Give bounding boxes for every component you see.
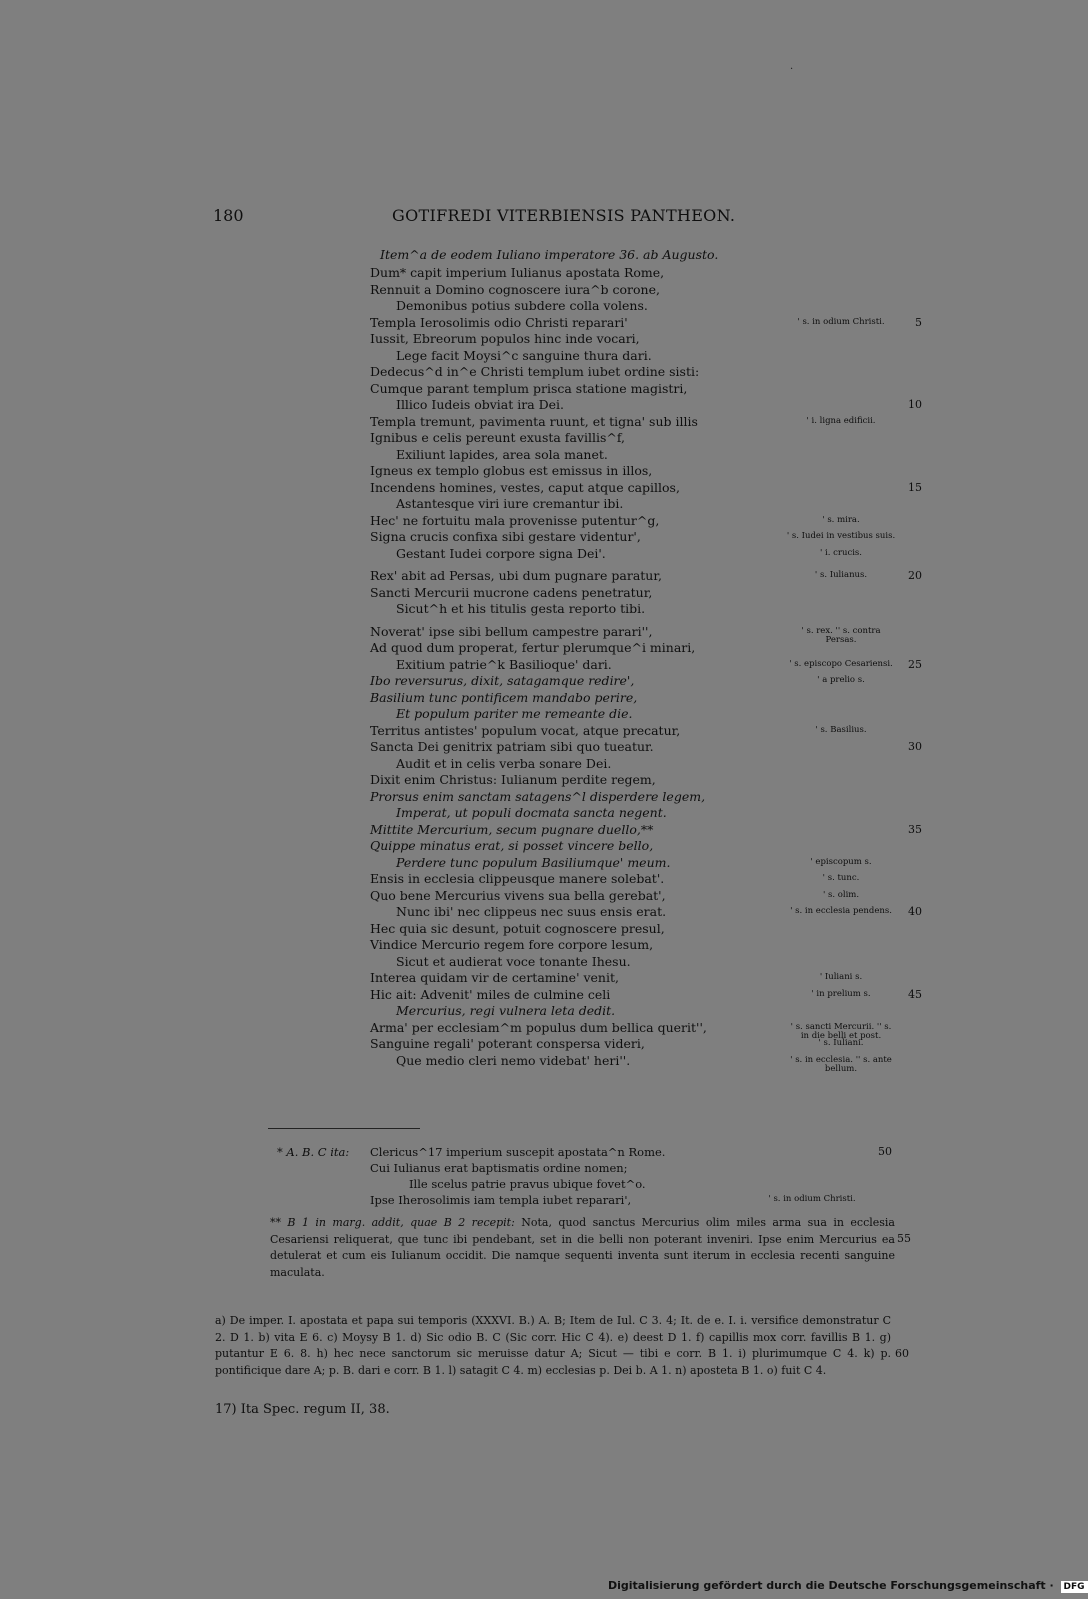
verse-text: Illico Iudeis obviat ira Dei. <box>396 397 565 412</box>
verse-text: Que medio cleri nemo videbat' heri''. <box>396 1052 631 1068</box>
verse-line <box>370 331 870 348</box>
verse-text: Lege facit Moysi^c sanguine thura dari. <box>396 347 652 363</box>
verse-text: Interea quidam vir de certamine' venit, <box>370 970 619 985</box>
verse-text: Ignibus e celis pereunt exusta favillis^f, <box>370 430 625 445</box>
verse-text: Astantesque viri iure cremantur ibi. <box>396 496 624 511</box>
poem <box>370 245 922 1074</box>
page-mark: · <box>790 64 794 75</box>
verse-text: Dixit enim Christus: Iulianum perdite regem, <box>370 772 656 787</box>
verse-line <box>370 756 870 773</box>
line-number: 25 <box>908 657 922 671</box>
interlinear-gloss: ' episcopum s. <box>810 856 872 867</box>
interlinear-gloss: ' s. sancti Mercurii. '' s. in die belli et post. <box>790 1021 892 1041</box>
verse-line <box>370 546 870 563</box>
interlinear-gloss: ' s. in odium Christi. <box>797 316 885 327</box>
verse-line <box>370 805 870 822</box>
verse-line <box>370 430 870 447</box>
verse-line <box>370 986 922 1004</box>
footnote-17: 17) Ita Spec. regum II, 38. <box>215 1402 390 1417</box>
verse-line <box>370 772 870 789</box>
verse-text: Hec quia sic desunt, potuit cognoscere presul, <box>370 920 665 936</box>
verse-text: Quo bene Mercurius vivens sua bella gerebat', <box>370 887 666 903</box>
line-number: 40 <box>908 905 922 918</box>
apparatus-text: a) De imper. I. apostata et papa sui temporis (XXXVI. B.) A. B; Item de Iul. C 3. 4; It. de e. I. i. versifice demonstratur C 2. D 1. b) vita E 6. c) Moysy B 1. d) Sic odio B. C (Sic corr. Hic C 4). e) deest D 1. f) capillis mox corr. favillis B 1. g) putantur E 6. 8. h) hec nece sanctorum sic meruisse datur A; Sicut — tibi e corr. B 1. i) plurimumque C 4. k) p. pontificique dare A; p. B. dari e corr. B 1. l) satagit C 4. m) ecclesias p. Dei b. A 1. n) aposteta B 1. o) fuit C 4. <box>215 1314 891 1377</box>
verse-line <box>370 937 870 954</box>
verse-text: Sancta Dei genitrix patriam sibi quo tueatur. <box>370 739 654 754</box>
verse-text: Exitium patrie^k Basilioque' dari. <box>396 656 612 672</box>
interlinear-gloss: ' i. ligna edificii. <box>806 415 876 426</box>
verse-text: Sicut et audierat voce tonante Ihesu. <box>396 953 631 969</box>
verse-line <box>370 640 870 657</box>
verse-text: Iussit, Ebreorum populos hinc inde vocari, <box>370 331 640 346</box>
variant-line <box>277 1160 917 1176</box>
line-number: 10 <box>908 398 922 411</box>
verse-line <box>370 513 870 530</box>
verse-text: Dum* capit imperium Iulianus apostata Rome, <box>370 265 665 280</box>
interlinear-gloss: ' Iuliani s. <box>819 972 863 982</box>
variant-reading <box>277 1144 917 1208</box>
verse-line <box>370 314 922 332</box>
dfg-logo: DFG <box>1061 1581 1088 1593</box>
interlinear-gloss: ' i. crucis. <box>819 547 862 558</box>
interlinear-gloss: ' s. Iuliani. <box>818 1038 864 1048</box>
line-number: 35 <box>908 822 922 836</box>
verse-text: Prorsus enim sanctam satagens^l disperdere legem, <box>370 788 706 804</box>
verse-line <box>370 673 870 690</box>
interlinear-gloss: ' s. Iulianus. <box>814 570 868 580</box>
variant-text: Ipse Iherosolimis iam templa iubet reparari', <box>370 1193 632 1207</box>
verse-line <box>370 690 870 707</box>
running-title: GOTIFREDI VITERBIENSIS PANTHEON. <box>392 206 736 225</box>
verse-line <box>370 739 922 756</box>
line-number: 30 <box>908 740 922 753</box>
verse-line <box>370 1019 892 1041</box>
verse-line <box>370 623 881 645</box>
interlinear-gloss: ' s. rex. '' s. contra Persas. <box>801 625 881 645</box>
verse-text: Templa tremunt, pavimenta ruunt, et tigna' sub illis <box>370 413 698 429</box>
verse-text: Imperat, ut populi docmata sancta negent. <box>396 805 667 820</box>
verse-text: Sanguine regali' poterant conspersa videri, <box>370 1036 645 1051</box>
footnote-rule <box>268 1128 420 1129</box>
verse-text: Audit et in celis verba sonare Dei. <box>396 755 612 771</box>
verse-text: Et populum pariter me remeante die. <box>396 706 633 721</box>
verse-text: Rex' abit ad Persas, ubi dum pugnare paratur, <box>370 568 662 583</box>
dfg-footer <box>608 1579 1088 1593</box>
verse-line <box>370 723 870 740</box>
verse-text: Igneus ex templo globus est emissus in illos, <box>370 463 653 478</box>
verse-text: Territus antistes' populum vocat, atque precatur, <box>370 722 681 738</box>
interlinear-gloss: ' s. episcopo Cesariensi. <box>789 658 893 669</box>
verse-text: Demonibus potius subdere colla volens. <box>396 298 648 313</box>
interlinear-gloss: ' s. tunc. <box>822 873 860 883</box>
verse-text: Basilium tunc pontificem mandabo perire, <box>370 689 638 705</box>
marginal-addition-note <box>270 1215 911 1281</box>
page-number: 180 <box>213 206 244 225</box>
verse-text: Ensis in ecclesia clippeusque manere solebat'. <box>370 871 665 886</box>
verse-line <box>370 585 870 602</box>
verse-line <box>370 871 870 888</box>
verse-line <box>370 447 870 464</box>
verse-text: Exiliunt lapides, area sola manet. <box>396 446 608 462</box>
verse-line <box>370 954 870 971</box>
verse-line <box>370 656 922 674</box>
verse-text: Nunc ibi' nec clippeus nec suus ensis erat. <box>396 904 667 919</box>
verse-line <box>370 381 870 398</box>
interlinear-gloss: ' a prelio s. <box>817 675 865 685</box>
interlinear-gloss: ' in prelium s. <box>811 988 871 999</box>
poem-title: Item^a de eodem Iuliano imperatore 36. ab Augusto. <box>380 247 719 262</box>
verse-line <box>370 568 922 585</box>
line-number: 50 <box>878 1145 892 1158</box>
variant-line <box>277 1144 917 1160</box>
verse-text: Sicut^h et his titulis gesta reporto tibi. <box>396 601 646 616</box>
verse-text: Quippe minatus erat, si posset vincere bello, <box>370 838 654 853</box>
interlinear-gloss: ' s. in ecclesia pendens. <box>790 906 892 916</box>
verse-line <box>370 921 870 938</box>
line-number: 55 <box>897 1232 911 1245</box>
variant-text: Clericus^17 imperium suscepit apostata^n Rome. <box>370 1145 666 1159</box>
verse-text: Perdere tunc populum Basiliumque' meum. <box>396 854 671 870</box>
verse-line <box>370 529 896 546</box>
verse-line <box>370 298 870 315</box>
marginal-note-label: ** B 1 in marg. addit, quae B 2 recepit: <box>270 1216 515 1229</box>
interlinear-gloss: ' s. in ecclesia. '' s. ante bellum. <box>790 1054 892 1074</box>
variant-lines <box>277 1144 917 1208</box>
interlinear-gloss: ' s. Basilius. <box>815 724 867 735</box>
verse-text: Ad quod dum properat, fertur plerumque^i minari, <box>370 640 696 655</box>
verse-text: Hec' ne fortuitu mala provenisse putentur^g, <box>370 512 660 528</box>
variant-text: Ille scelus patrie pravus ubique fovet^o. <box>409 1177 646 1191</box>
verse-line <box>370 413 876 431</box>
verse-line <box>370 601 870 618</box>
interlinear-gloss: ' s. in odium Christi. <box>768 1194 856 1204</box>
line-number: 20 <box>908 569 922 582</box>
verse-text: Mittite Mercurium, secum pugnare duello,** <box>370 821 654 837</box>
line-number: 60 <box>895 1347 909 1360</box>
verse-text: Templa Ierosolimis odio Christi reparari' <box>370 314 628 330</box>
verse-line <box>370 282 870 299</box>
verse-text: Rennuit a Domino cognoscere iura^b corone, <box>370 281 660 297</box>
verse-line <box>370 397 922 414</box>
verse-text: Dedecus^d in^e Christi templum iubet ordine sisti: <box>370 364 700 379</box>
verse-text: Mercurius, regi vulnera leta dedit. <box>396 1003 616 1018</box>
verse-line <box>370 463 870 480</box>
verse-line <box>370 496 870 513</box>
verse-line <box>370 904 922 921</box>
verse-line <box>370 838 870 855</box>
verse-text: Noverat' ipse sibi bellum campestre parari'', <box>370 623 653 639</box>
verse-text: Vindice Mercurio regem fore corpore lesum, <box>370 937 654 952</box>
verse-line <box>370 706 870 723</box>
interlinear-gloss: ' s. Iudei in vestibus suis. <box>786 531 896 541</box>
verse-text: Signa crucis confixa sibi gestare videntur', <box>370 529 641 544</box>
verse-line <box>370 1036 870 1053</box>
marginal-note-text: Nota, quod sanctus Mercurius olim miles arma sua in ecclesia Cesariensi reliquerat, que tunc ibi pendebant, set in die belli non poterant inveniri. Ipse enim Mercurius ea detulerat et cum eis Iulianum occidit. Die namque sequenti inventa sunt iterum in ecclesia recenti sanguine maculata. <box>270 1216 895 1279</box>
variant-label: * A. B. C ita: <box>277 1145 350 1159</box>
verse-line <box>370 970 870 987</box>
line-number: 15 <box>908 480 922 494</box>
verse-text: Ibo reversurus, dixit, satagamque redire', <box>370 673 635 688</box>
verse-line <box>370 265 870 282</box>
verse-line <box>370 348 870 365</box>
verse-line <box>370 888 870 905</box>
critical-apparatus <box>215 1313 909 1379</box>
verse-text: Arma' per ecclesiam^m populus dum bellica querit'', <box>370 1019 707 1035</box>
verse-line <box>370 479 922 497</box>
verse-line <box>370 364 870 381</box>
footer-text: Digitalisierung gefördert durch die Deutsche Forschungsgemeinschaft · <box>608 1579 1054 1592</box>
variant-line <box>277 1176 917 1192</box>
line-number: 5 <box>915 315 922 329</box>
verse-line <box>370 855 870 872</box>
verse-text: Gestant Iudei corpore signa Dei'. <box>396 545 606 561</box>
line-number: 45 <box>908 987 922 1001</box>
verse-line <box>370 1003 870 1020</box>
verse-line <box>370 821 922 839</box>
interlinear-gloss: ' s. mira. <box>822 514 860 525</box>
verse-text: Cumque parant templum prisca statione magistri, <box>370 380 688 396</box>
interlinear-gloss: ' s. olim. <box>822 889 860 900</box>
verse-text: Incendens homines, vestes, caput atque capillos, <box>370 479 680 495</box>
variant-line <box>277 1192 917 1208</box>
verse-line <box>370 1052 892 1074</box>
verse-text: Sancti Mercurii mucrone cadens penetratur, <box>370 584 653 600</box>
variant-text: Cui Iulianus erat baptismatis ordine nomen; <box>370 1161 628 1175</box>
verse-text: Hic ait: Advenit' miles de culmine celi <box>370 986 611 1002</box>
poem-lines <box>370 265 922 1074</box>
verse-line <box>370 789 870 806</box>
